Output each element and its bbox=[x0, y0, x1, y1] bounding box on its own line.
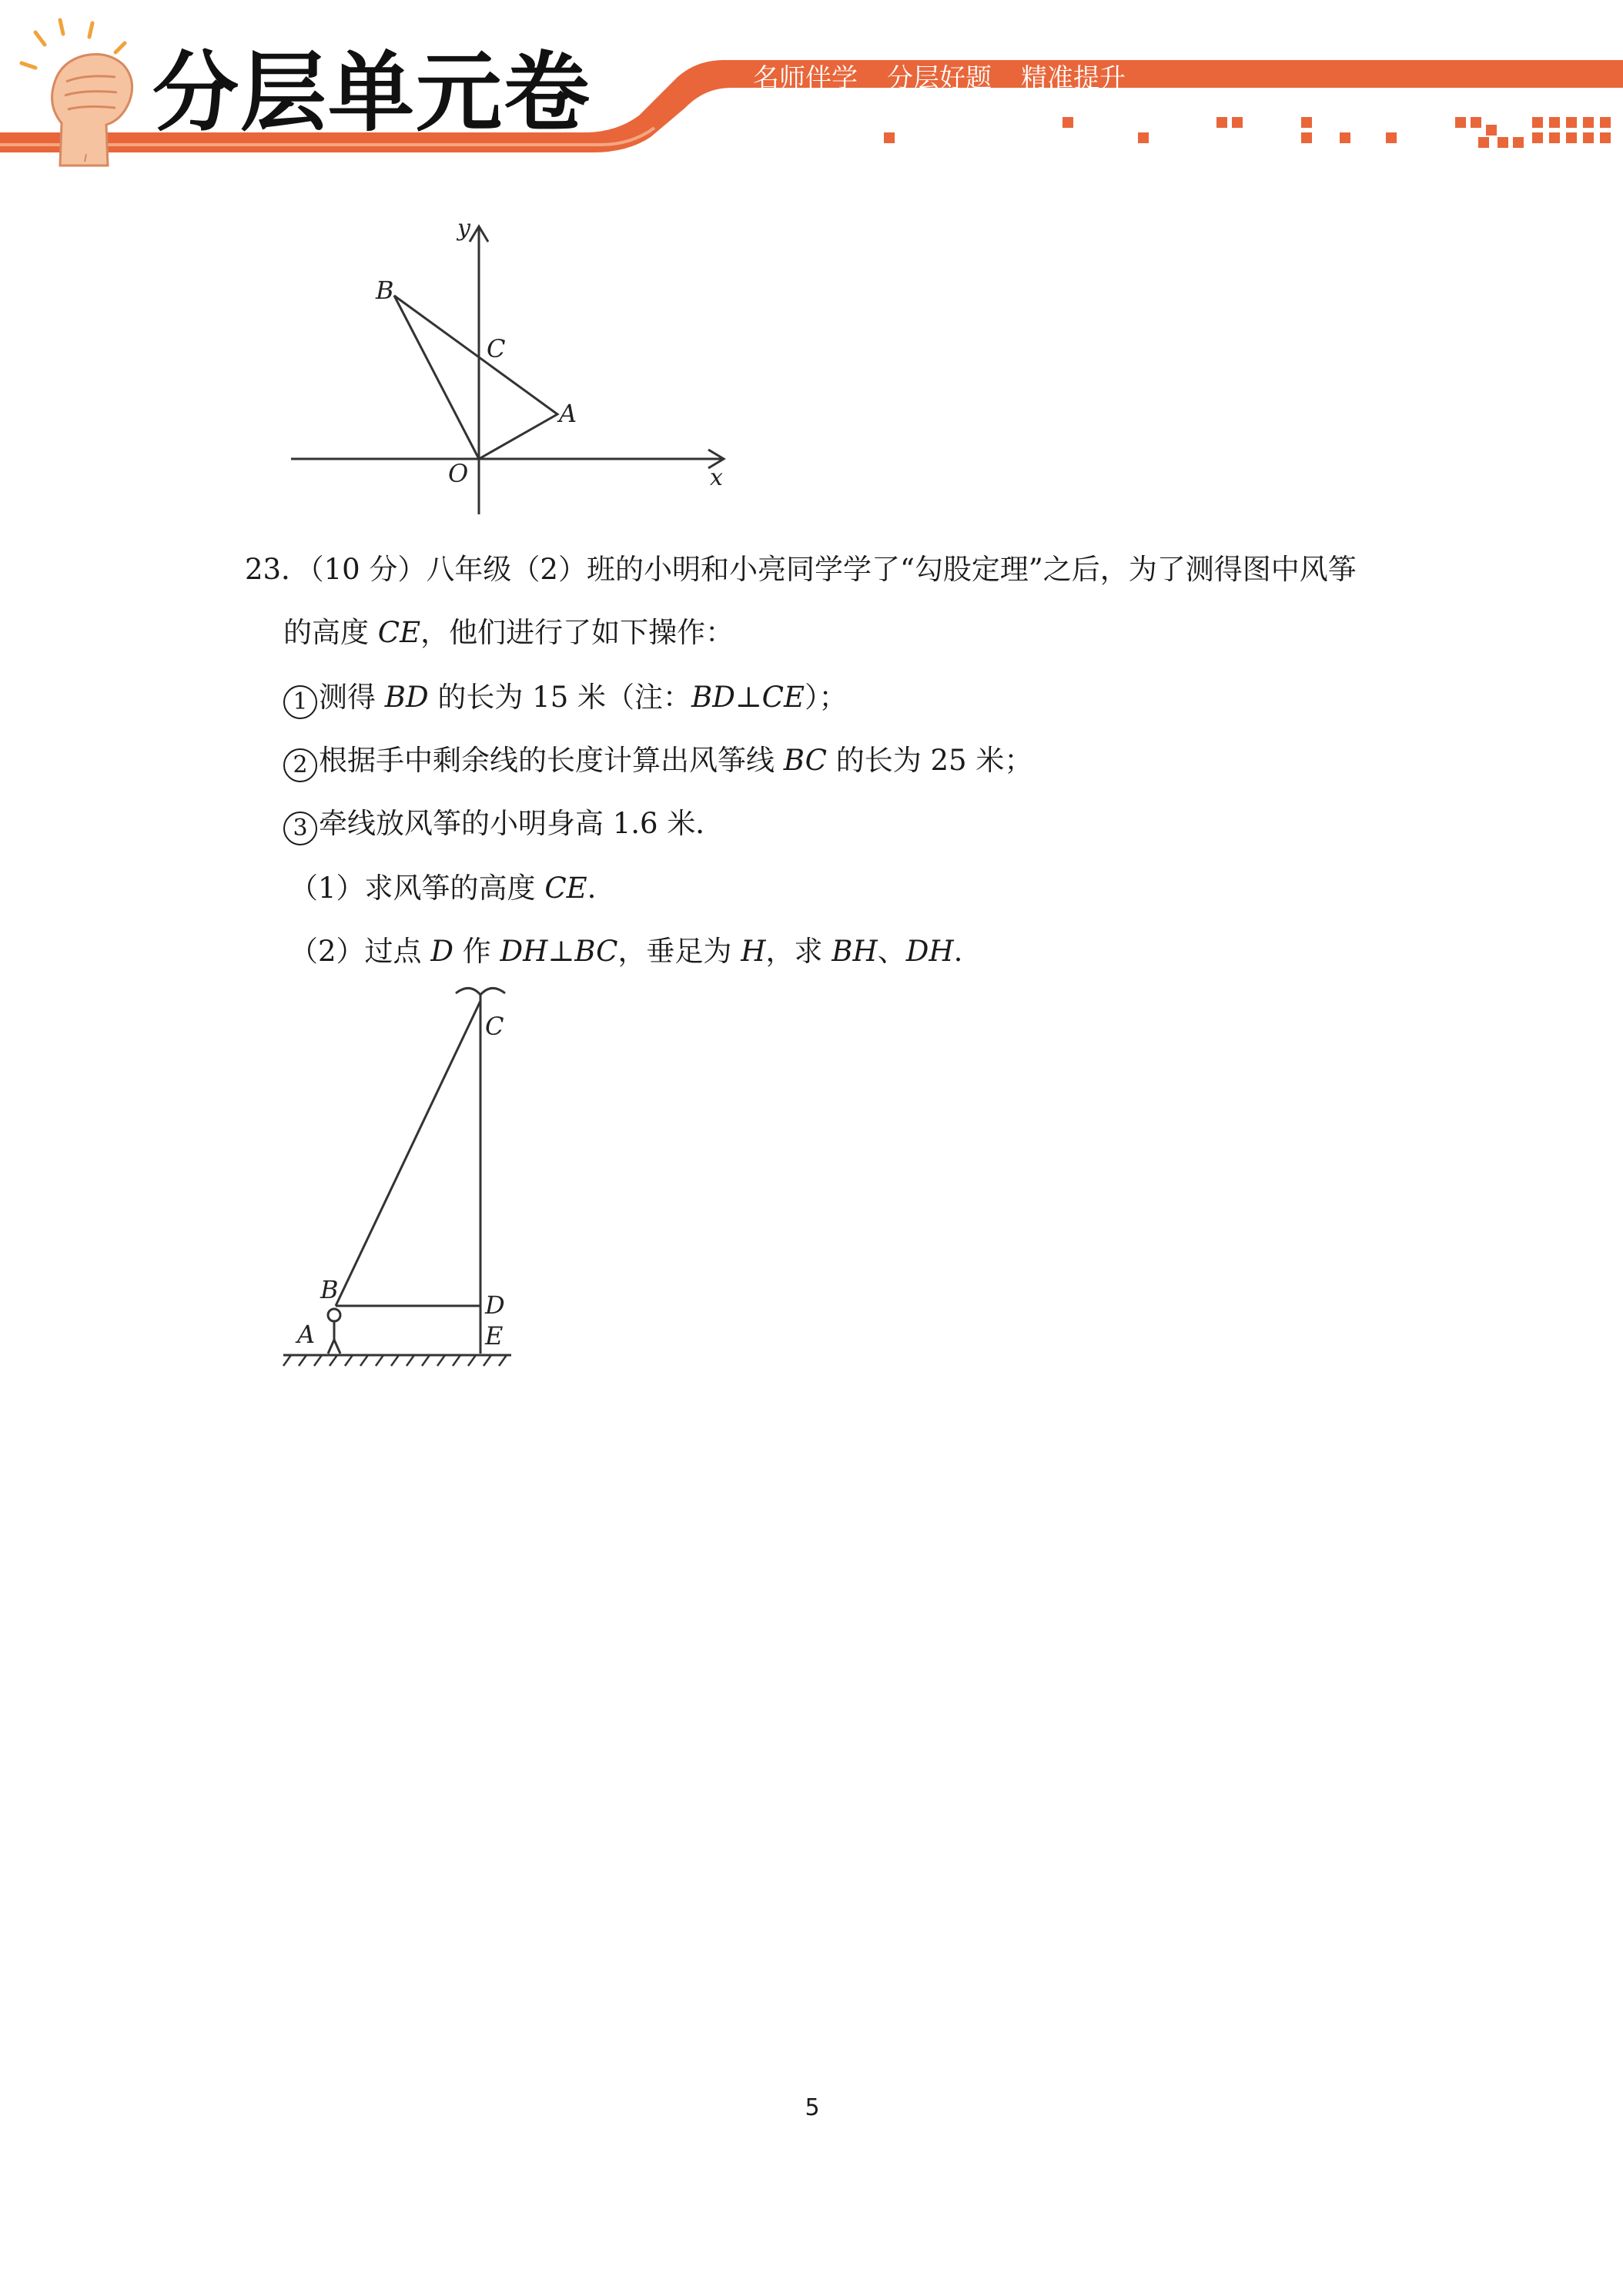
question-stem-a: 八年级（2）班的小明和小亮同学学了“勾股定理”之后，为了测得图中风筝 bbox=[426, 553, 1357, 586]
question-23-line-2 bbox=[283, 611, 734, 654]
header-slogan bbox=[753, 60, 1155, 97]
person-icon bbox=[328, 1309, 340, 1321]
step-text: 的长为 25 米； bbox=[826, 744, 1033, 777]
part-2 bbox=[289, 930, 962, 973]
point-label-d: D bbox=[485, 1290, 505, 1320]
step-text: 测得 bbox=[319, 681, 385, 714]
part-text: . bbox=[587, 872, 597, 905]
step-marker: 2 bbox=[283, 748, 317, 782]
var-bh: BH bbox=[832, 935, 878, 968]
step-text: 的长为 15 米（注： bbox=[428, 681, 691, 714]
ground-hatching bbox=[283, 1355, 507, 1366]
step-marker: 1 bbox=[283, 685, 317, 719]
point-label-o: O bbox=[448, 459, 469, 488]
point-label-a: A bbox=[297, 1320, 316, 1349]
var-ce: CE bbox=[377, 616, 421, 649]
part-1 bbox=[289, 867, 596, 910]
step-text: 根据手中剩余线的长度计算出风筝线 bbox=[319, 744, 784, 777]
part-text: . bbox=[953, 935, 963, 968]
var-d: D bbox=[430, 935, 453, 968]
var-bd-perp-ce: BD⊥CE bbox=[691, 681, 805, 714]
stem-text: 的高度 bbox=[283, 616, 378, 649]
axis-label-y: y bbox=[457, 215, 470, 242]
step-1 bbox=[283, 676, 847, 719]
step-text: ）； bbox=[804, 681, 848, 714]
part-text: ，垂足为 bbox=[617, 935, 741, 968]
var-bc: BC bbox=[783, 744, 827, 777]
var-ce: CE bbox=[544, 872, 587, 905]
slogan-item: 名师伴学 bbox=[753, 63, 858, 94]
step-text: 牵线放风筝的小明身高 1.6 米． bbox=[319, 807, 724, 840]
question-23-line-1: 23．（10 分）八年级（2）班的小明和小亮同学学了“勾股定理”之后，为了测得图中风筝 bbox=[245, 553, 1357, 586]
part-text: 作 bbox=[453, 935, 500, 968]
point-label-c: C bbox=[485, 1012, 504, 1041]
kite-icon bbox=[456, 988, 505, 995]
part-text: ，求 bbox=[765, 935, 832, 968]
step-3 bbox=[283, 802, 724, 845]
var-h: H bbox=[741, 935, 766, 968]
page-number: 5 bbox=[805, 2094, 820, 2121]
step-2 bbox=[283, 739, 1032, 782]
page-header bbox=[0, 0, 1623, 177]
var-dh-perp-bc: DH⊥BC bbox=[500, 935, 618, 968]
slogan-item: 分层好题 bbox=[887, 63, 992, 94]
var-dh: DH bbox=[905, 935, 954, 968]
figure-kite bbox=[277, 978, 524, 1378]
point-label-e: E bbox=[485, 1321, 504, 1350]
point-label-a: A bbox=[559, 399, 577, 428]
figure-coordinate-plane bbox=[277, 208, 739, 531]
slogan-item: 精准提升 bbox=[1021, 63, 1126, 94]
decor-squares bbox=[884, 117, 1611, 148]
point-label-b: B bbox=[376, 276, 394, 305]
part-text: 、 bbox=[877, 935, 906, 968]
question-points: （10 分） bbox=[310, 553, 427, 586]
point-label-b: B bbox=[320, 1275, 339, 1304]
stem-text: ，他们进行了如下操作： bbox=[420, 616, 735, 649]
step-marker: 3 bbox=[283, 812, 317, 845]
brand-title: 分层单元卷 bbox=[152, 43, 591, 143]
question-number: 23 bbox=[245, 553, 282, 586]
part-text: （1）求风筝的高度 bbox=[289, 872, 545, 905]
var-bd: BD bbox=[384, 681, 429, 714]
part-text: （2）过点 bbox=[289, 935, 431, 968]
axis-label-x: x bbox=[710, 464, 723, 491]
point-label-c: C bbox=[487, 334, 506, 363]
